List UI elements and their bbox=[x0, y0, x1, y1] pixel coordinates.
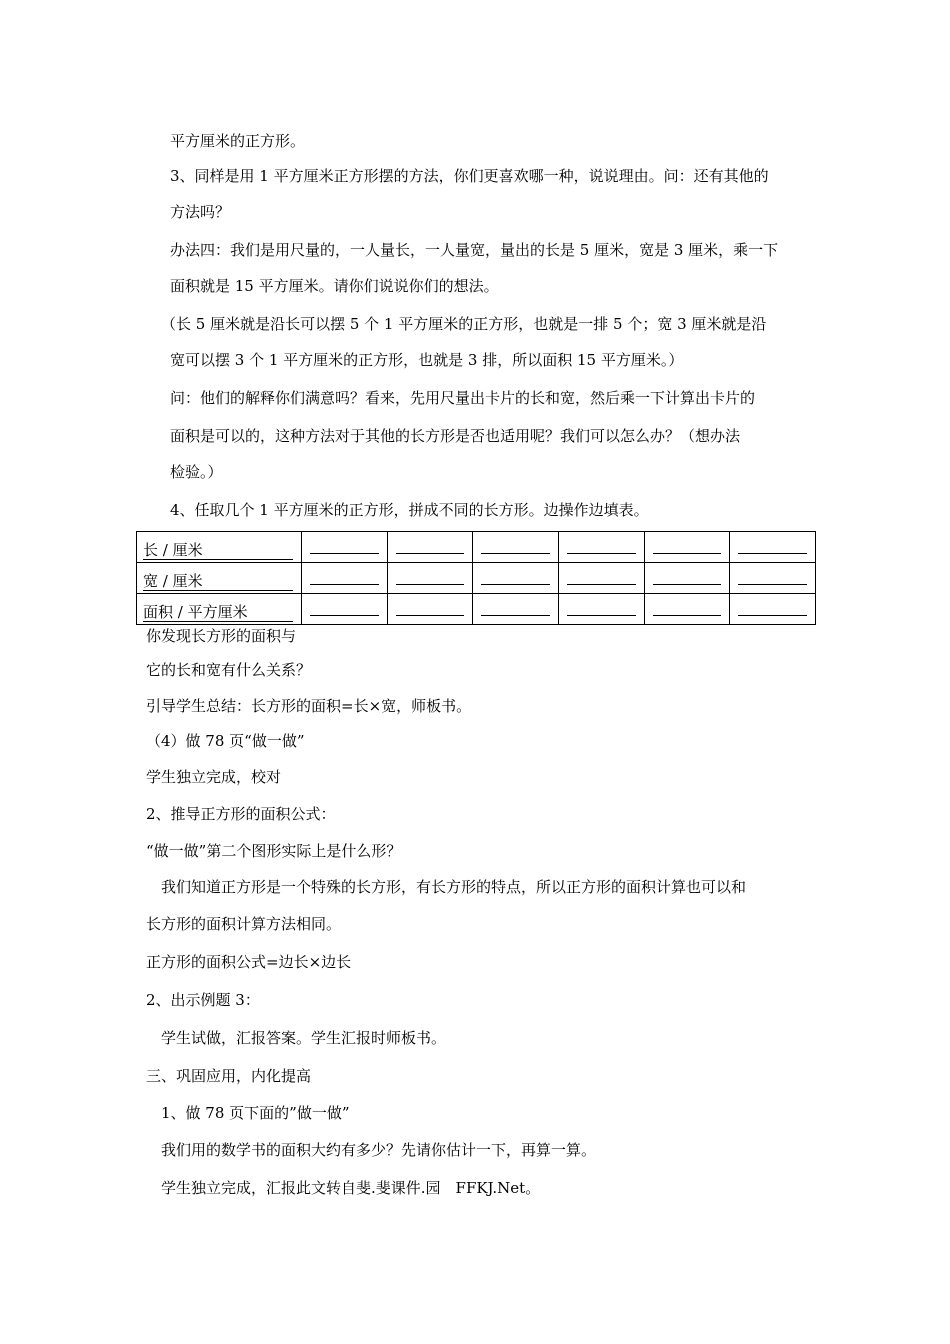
blank-line bbox=[653, 583, 722, 585]
text-line: 学生试做，汇报答案。学生汇报时师板书。 bbox=[161, 1029, 447, 1047]
blank-cell[interactable] bbox=[644, 594, 730, 625]
text-line: （长 5 厘米就是沿长可以摆 5 个 1 平方厘米的正方形，也就是一排 5 个；宽 3 厘米就是沿 bbox=[161, 315, 767, 333]
text-line: 它的长和宽有什么关系？ bbox=[146, 661, 312, 679]
text-line: 检验。） bbox=[170, 463, 223, 481]
blank-line bbox=[567, 583, 636, 585]
text-line: 我们用的数学书的面积大约有多少？先请你估计一下，再算一算。 bbox=[161, 1141, 597, 1159]
blank-line bbox=[310, 583, 379, 585]
blank-cell[interactable] bbox=[730, 594, 816, 625]
text-line: 面积就是 15 平方厘米。请你们说说你们的想法。 bbox=[170, 277, 499, 295]
row-label-cell bbox=[137, 594, 302, 625]
blank-cell[interactable] bbox=[558, 532, 644, 563]
row-label-cell bbox=[137, 563, 302, 594]
blank-line bbox=[567, 614, 636, 616]
blank-cell[interactable] bbox=[473, 532, 559, 563]
blank-cell[interactable] bbox=[730, 563, 816, 594]
blank-line bbox=[567, 552, 636, 554]
text-line: 我们知道正方形是一个特殊的长方形，有长方形的特点，所以正方形的面积计算也可以和 bbox=[161, 878, 747, 896]
row-label-cell bbox=[137, 532, 302, 563]
blank-cell[interactable] bbox=[558, 563, 644, 594]
blank-cell[interactable] bbox=[730, 532, 816, 563]
blank-line bbox=[653, 552, 722, 554]
row-label: 面积 / 平方厘米 bbox=[143, 603, 293, 622]
text-line: 面积是可以的，这种方法对于其他的长方形是否也适用呢？我们可以怎么办？（想办法 bbox=[170, 427, 741, 445]
blank-cell[interactable] bbox=[558, 594, 644, 625]
text-line: 学生独立完成，汇报此文转自斐.斐课件.园 FFKJ.Net。 bbox=[161, 1179, 541, 1197]
blank-line bbox=[396, 583, 465, 585]
blank-cell[interactable] bbox=[473, 563, 559, 594]
text-line: 平方厘米的正方形。 bbox=[170, 132, 306, 150]
blank-line bbox=[738, 614, 807, 616]
text-line: 方法吗？ bbox=[170, 203, 231, 221]
blank-line bbox=[310, 614, 379, 616]
blank-line bbox=[481, 583, 550, 585]
blank-cell[interactable] bbox=[387, 532, 473, 563]
fill-in-table bbox=[136, 531, 816, 625]
blank-line bbox=[481, 552, 550, 554]
text-line: 你发现长方形的面积与 bbox=[146, 627, 297, 645]
text-line: 1、做 78 页下面的”做一做” bbox=[161, 1104, 350, 1122]
row-label: 宽 / 厘米 bbox=[143, 572, 293, 591]
text-line: “做一做”第二个图形实际上是什么形？ bbox=[146, 842, 402, 860]
text-line: 3、同样是用 1 平方厘米正方形摆的方法，你们更喜欢哪一种，说说理由。问：还有其他的 bbox=[170, 167, 769, 185]
text-line: 宽可以摆 3 个 1 平方厘米的正方形，也就是 3 排，所以面积 15 平方厘米。） bbox=[170, 351, 684, 369]
blank-line bbox=[396, 552, 465, 554]
text-line: 正方形的面积公式=边长×边长 bbox=[146, 953, 352, 971]
text-line: 学生独立完成，校对 bbox=[146, 768, 282, 786]
text-line: 引导学生总结：长方形的面积=长×宽，师板书。 bbox=[146, 697, 472, 715]
blank-cell[interactable] bbox=[473, 594, 559, 625]
blank-line bbox=[738, 583, 807, 585]
section-heading: 三、巩固应用，内化提高 bbox=[146, 1067, 312, 1085]
blank-cell[interactable] bbox=[302, 563, 388, 594]
blank-line bbox=[653, 614, 722, 616]
blank-line bbox=[738, 552, 807, 554]
blank-line bbox=[396, 614, 465, 616]
table-row bbox=[137, 594, 816, 625]
table-row bbox=[137, 563, 816, 594]
text-line: 4、任取几个 1 平方厘米的正方形，拼成不同的长方形。边操作边填表。 bbox=[170, 501, 649, 519]
blank-cell[interactable] bbox=[387, 563, 473, 594]
blank-cell[interactable] bbox=[387, 594, 473, 625]
text-line: 办法四：我们是用尺量的，一人量长，一人量宽，量出的长是 5 厘米，宽是 3 厘米，乘一下 bbox=[170, 241, 779, 259]
text-line: 2、推导正方形的面积公式： bbox=[146, 805, 336, 823]
table-row bbox=[137, 532, 816, 563]
blank-cell[interactable] bbox=[302, 532, 388, 563]
blank-line bbox=[310, 552, 379, 554]
row-label: 长 / 厘米 bbox=[143, 541, 293, 560]
blank-cell[interactable] bbox=[644, 532, 730, 563]
blank-cell[interactable] bbox=[302, 594, 388, 625]
text-line: 2、出示例题 3： bbox=[146, 991, 260, 1009]
text-line: （4）做 78 页“做一做” bbox=[146, 732, 305, 750]
text-line: 问：他们的解释你们满意吗？看来，先用尺量出卡片的长和宽，然后乘一下计算出卡片的 bbox=[170, 389, 756, 407]
text-line: 长方形的面积计算方法相同。 bbox=[146, 915, 342, 933]
blank-line bbox=[481, 614, 550, 616]
blank-cell[interactable] bbox=[644, 563, 730, 594]
